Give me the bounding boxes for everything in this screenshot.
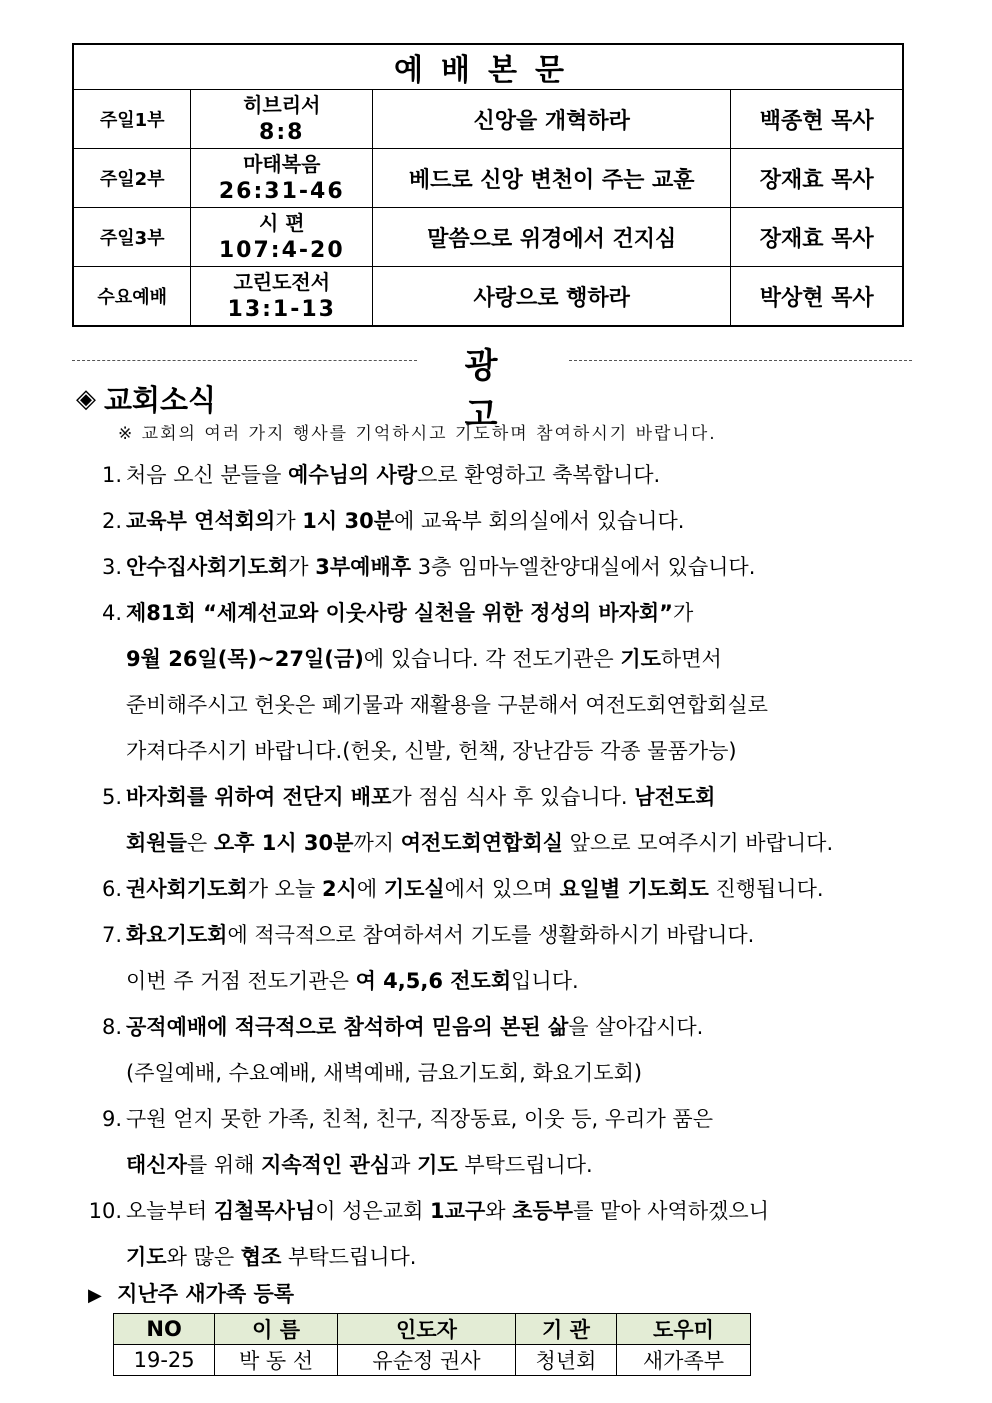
item-text: 진행됩니다. xyxy=(708,877,824,901)
item-text: 앞으로 모여주시기 바랍니다. xyxy=(562,831,834,855)
announcement-item xyxy=(72,866,932,912)
item-number: 3. xyxy=(101,555,122,579)
new-family-heading xyxy=(88,1278,294,1308)
emphasis-text: 1교구 xyxy=(430,1199,486,1223)
item-text: 3층 임마누엘찬양대실에서 있습니다. xyxy=(411,555,756,579)
announcement-item xyxy=(72,498,932,544)
emphasis-text: 초등부 xyxy=(512,1199,574,1223)
item-number: 7. xyxy=(101,923,122,947)
emphasis-text: 권사회기도회 xyxy=(126,877,248,901)
item-continuation-line xyxy=(72,682,932,728)
item-text: (주일예배, 수요예배, 새벽예배, 금요기도회, 화요기도회) xyxy=(126,1061,643,1085)
church-news-heading xyxy=(76,378,216,419)
item-text: 에 적극적으로 참여하셔서 기도를 생활화하시기 바랍니다. xyxy=(227,923,755,947)
item-text: 에서 있으며 xyxy=(444,877,560,901)
item-number: 10. xyxy=(88,1199,122,1223)
announcement-item xyxy=(72,912,932,1004)
item-text: 에 있습니다. 각 전도기관은 xyxy=(363,647,621,671)
item-line xyxy=(126,877,824,901)
emphasis-text: 3부예배후 xyxy=(315,555,412,579)
item-number: 6. xyxy=(101,877,122,901)
worship-title: 예배본문 xyxy=(73,44,903,90)
emphasis-text: 여 4,5,6 전도회 xyxy=(355,969,512,993)
new-family-title: 지난주 새가족 등록 xyxy=(117,1282,295,1306)
sermon-title: 베드로 신앙 변천이 주는 교훈 xyxy=(373,149,731,208)
table-cell: 유순정 권사 xyxy=(337,1345,515,1376)
emphasis-text: 요일별 기도회도 xyxy=(559,877,709,901)
item-continuation-line xyxy=(72,1142,932,1188)
preacher-name: 박상현 목사 xyxy=(731,267,903,327)
item-text: 준비해주시고 헌옷은 폐기물과 재활용을 구분해서 여전도회연합회실로 xyxy=(126,693,768,717)
emphasis-text: 김철목사님 xyxy=(213,1199,316,1223)
table-cell: 새가족부 xyxy=(616,1345,750,1376)
emphasis-text: 남전도회 xyxy=(634,785,716,809)
scripture-ref xyxy=(191,149,373,208)
scripture-verse: 26:31-46 xyxy=(218,179,345,204)
worship-row xyxy=(73,267,903,327)
item-continuation-line xyxy=(72,728,932,774)
emphasis-text: 협조 xyxy=(240,1245,282,1269)
sermon-title: 말씀으로 위경에서 건지심 xyxy=(373,208,731,267)
item-text: 가 xyxy=(672,601,694,625)
item-text: 으로 환영하고 축복합니다. xyxy=(417,463,661,487)
scripture-ref xyxy=(191,90,373,149)
item-number: 9. xyxy=(101,1107,122,1131)
item-text: 와 많은 xyxy=(166,1245,241,1269)
item-number: 4. xyxy=(101,601,122,625)
item-text: 과 xyxy=(390,1153,418,1177)
item-continuation-line xyxy=(72,1050,932,1096)
item-text: 을 살아갑시다. xyxy=(568,1015,704,1039)
preacher-name: 장재효 목사 xyxy=(731,208,903,267)
service-name: 수요예배 xyxy=(73,267,191,327)
emphasis-text: 화요기도회 xyxy=(126,923,228,947)
item-text: 가 점심 식사 후 있습니다. xyxy=(391,785,635,809)
announcement-item xyxy=(72,590,932,774)
emphasis-text: 바자회를 위하여 전단지 배포 xyxy=(126,785,392,809)
emphasis-text: 예수님의 사랑 xyxy=(288,463,418,487)
item-text: 가져다주시기 바랍니다.(헌옷, 신발, 헌책, 장난감등 각종 물품가능) xyxy=(126,739,737,763)
scripture-verse: 8:8 xyxy=(259,120,305,145)
table-cell: 박 동 선 xyxy=(215,1345,338,1376)
service-name: 주일3부 xyxy=(73,208,191,267)
scripture-book: 시 편 xyxy=(258,211,305,235)
new-family-table xyxy=(113,1313,751,1376)
worship-row xyxy=(73,90,903,149)
new-family-header: 인도자 xyxy=(337,1314,515,1345)
item-text: 를 맡아 사역하겠으니 xyxy=(573,1199,769,1223)
item-text: 하면서 xyxy=(660,647,722,671)
emphasis-text: 제81회 “세계선교와 이웃사랑 실천을 위한 정성의 바자회” xyxy=(126,601,673,625)
sermon-title: 신앙을 개혁하라 xyxy=(373,90,731,149)
emphasis-text: 태신자 xyxy=(126,1153,187,1177)
scripture-ref xyxy=(191,208,373,267)
item-number: 8. xyxy=(101,1015,122,1039)
item-continuation-line xyxy=(72,958,932,1004)
worship-table xyxy=(72,43,904,327)
item-text: 부탁드립니다. xyxy=(457,1153,593,1177)
scripture-ref xyxy=(191,267,373,327)
emphasis-text: 기도 xyxy=(417,1153,458,1177)
sermon-title: 사랑으로 행하라 xyxy=(373,267,731,327)
scripture-verse: 13:1-13 xyxy=(227,297,336,322)
item-line xyxy=(126,463,660,487)
item-text: 가 xyxy=(275,509,303,533)
item-continuation-line xyxy=(72,636,932,682)
item-text: 부탁드립니다. xyxy=(281,1245,417,1269)
announcement-list xyxy=(72,452,932,1280)
new-family-header: 도우미 xyxy=(616,1314,750,1345)
item-line xyxy=(126,1199,769,1223)
emphasis-text: 교육부 연석회의 xyxy=(126,509,276,533)
item-text: 에 xyxy=(356,877,384,901)
announcement-item xyxy=(72,1188,932,1280)
item-text: 와 xyxy=(485,1199,513,1223)
emphasis-text: 회원들 xyxy=(126,831,187,855)
new-family-header: NO xyxy=(114,1314,215,1345)
item-line xyxy=(126,1107,713,1131)
item-number: 5. xyxy=(101,785,122,809)
item-text: 은 xyxy=(186,831,214,855)
item-number: 1. xyxy=(101,463,122,487)
item-number: 2. xyxy=(101,509,122,533)
announcement-item xyxy=(72,1096,932,1188)
diamond-icon: ◈ xyxy=(76,383,96,414)
emphasis-text: 기도 xyxy=(620,647,661,671)
church-news-title: 교회소식 xyxy=(104,383,217,417)
preacher-name: 백종현 목사 xyxy=(731,90,903,149)
scripture-book: 히브리서 xyxy=(243,93,321,117)
emphasis-text: 1시 30분 xyxy=(302,509,394,533)
item-line xyxy=(126,601,693,625)
emphasis-text: 9월 26일(목)~27일(금) xyxy=(126,647,364,671)
church-news-note: ※ 교회의 여러 가지 행사를 기억하시고 기도하며 참여하시기 바랍니다. xyxy=(118,424,717,444)
item-text: 가 xyxy=(288,555,316,579)
item-line xyxy=(126,1015,703,1039)
item-text: 에 교육부 회의실에서 있습니다. xyxy=(394,509,685,533)
service-name: 주일1부 xyxy=(73,90,191,149)
new-family-header: 기 관 xyxy=(515,1314,616,1345)
emphasis-text: 2시 xyxy=(321,877,357,901)
emphasis-text: 기도 xyxy=(126,1245,167,1269)
worship-row xyxy=(73,208,903,267)
service-name: 주일2부 xyxy=(73,149,191,208)
item-continuation-line xyxy=(72,820,932,866)
emphasis-text: 안수집사회기도회 xyxy=(126,555,289,579)
item-line xyxy=(126,785,715,809)
item-text: 오늘부터 xyxy=(126,1199,214,1223)
item-text: 이 성은교회 xyxy=(315,1199,431,1223)
scripture-book: 고린도전서 xyxy=(233,270,331,294)
announcement-item xyxy=(72,1004,932,1096)
item-continuation-line xyxy=(72,1234,932,1280)
announcement-item xyxy=(72,544,932,590)
announcement-item xyxy=(72,452,932,498)
emphasis-text: 공적예배에 적극적으로 참석하여 믿음의 본된 삶 xyxy=(126,1015,569,1039)
worship-row xyxy=(73,149,903,208)
preacher-name: 장재효 목사 xyxy=(731,149,903,208)
announcement-item xyxy=(72,774,932,866)
item-text: 처음 오신 분들을 xyxy=(126,463,289,487)
table-row xyxy=(114,1345,751,1376)
table-cell: 청년회 xyxy=(515,1345,616,1376)
item-text: 를 위해 xyxy=(186,1153,262,1177)
item-line xyxy=(126,923,754,947)
divider-right xyxy=(569,360,912,361)
triangle-right-icon: ▶ xyxy=(88,1285,102,1306)
item-text: 이번 주 거점 전도기관은 xyxy=(126,969,356,993)
announcement-title: 광 고 xyxy=(464,346,526,435)
divider-left xyxy=(72,360,417,361)
emphasis-text: 오후 1시 30분 xyxy=(213,831,354,855)
item-text: 까지 xyxy=(353,831,401,855)
item-text: 입니다. xyxy=(511,969,579,993)
scripture-book: 마태복음 xyxy=(243,152,321,176)
item-text: 구원 얻지 못한 가족, 친척, 친구, 직장동료, 이웃 등, 우리가 품은 xyxy=(126,1107,713,1131)
emphasis-text: 기도실 xyxy=(383,877,445,901)
emphasis-text: 지속적인 관심 xyxy=(261,1153,391,1177)
scripture-verse: 107:4-20 xyxy=(218,238,345,263)
item-line xyxy=(126,555,755,579)
item-line xyxy=(126,509,684,533)
item-text: 가 오늘 xyxy=(247,877,322,901)
emphasis-text: 여전도회연합회실 xyxy=(400,831,563,855)
new-family-header: 이 름 xyxy=(215,1314,338,1345)
table-cell: 19-25 xyxy=(114,1345,215,1376)
